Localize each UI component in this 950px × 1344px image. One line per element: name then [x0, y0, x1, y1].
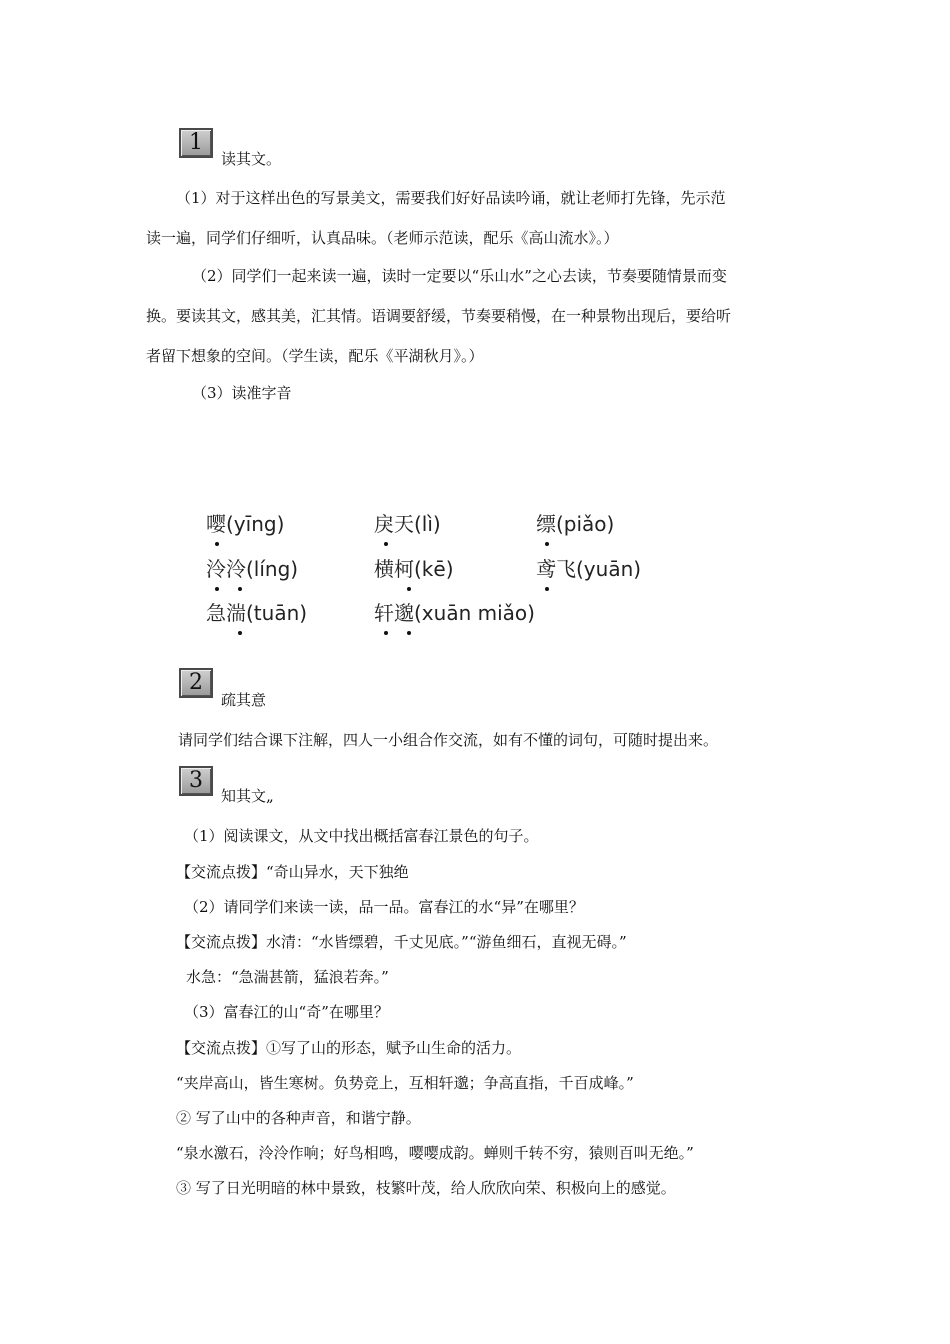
pinyin-item: 缥(piǎo) — [536, 512, 615, 536]
section-number-3: 3 — [189, 768, 203, 793]
section-3-line: （3）富春江的山“奇”在哪里？ — [184, 1003, 389, 1021]
pinyin-item: 轩邈(xuān miǎo) — [374, 601, 535, 625]
section-number-1: 1 — [189, 130, 203, 155]
paragraph-1-line-2: 读一遍，同学们仔细听，认真品味。（老师示范读，配乐《高山流水》。） — [146, 229, 619, 247]
section-3-line: （1）阅读课文，从文中找出概括富春江景色的句子。 — [184, 827, 539, 845]
section-number-2: 2 — [189, 670, 203, 695]
paragraph-2-line-2: 换。要读其文，感其美，汇其情。语调要舒缓，节奏要稍慢，在一种景物出现后，要给听 — [146, 307, 732, 325]
emphasis-dot — [238, 587, 242, 591]
pinyin-item: 急湍(tuān) — [206, 601, 308, 625]
emphasis-dot — [545, 587, 549, 591]
pinyin-item: 鸢飞(yuān) — [536, 557, 642, 581]
section-3-line: ② 写了山中的各种声音，和谐宁静。 — [176, 1109, 421, 1127]
emphasis-dot — [238, 631, 242, 635]
section-title-1: 读其文。 — [221, 150, 282, 168]
section-3-line: 水急：“急湍甚箭，猛浪若奔。” — [186, 968, 389, 986]
section-3-line: 【交流点拨】“奇山异水，天下独绝 — [176, 863, 409, 881]
section-3-line: ③ 写了日光明暗的林中景致，枝繁叶茂，给人欣欣向荣、积极向上的感觉。 — [176, 1179, 676, 1197]
emphasis-dot — [407, 631, 411, 635]
emphasis-dot — [215, 587, 219, 591]
section-title-2: 疏其意 — [221, 691, 267, 709]
section-3-line: （2）请同学们来读一读，品一品。富春江的水“异”在哪里？ — [184, 898, 584, 916]
pinyin-item: 泠泠(líng) — [206, 557, 299, 581]
emphasis-dot — [545, 542, 549, 546]
paragraph-1-line-1: （1）对于这样出色的写景美文，需要我们好好品读吟诵，就让老师打先锋，先示范 — [176, 189, 726, 207]
section-number-badge-2 — [179, 668, 213, 698]
section-3-line: 【交流点拨】水清：“水皆缥碧，千丈见底。”“游鱼细石，直视无碍。” — [176, 933, 627, 951]
section-title-3: 知其文„ — [221, 787, 274, 805]
paragraph-3: （3）读准字音 — [192, 384, 292, 402]
emphasis-dot — [215, 542, 219, 546]
section-number-badge-1 — [179, 128, 213, 158]
section-3-line: 【交流点拨】①写了山的形态，赋予山生命的活力。 — [176, 1039, 522, 1057]
pinyin-item: 横柯(kē) — [374, 557, 454, 581]
emphasis-dot — [407, 587, 411, 591]
pinyin-item: 嘤(yīng) — [206, 512, 285, 536]
emphasis-dot — [384, 542, 388, 546]
section-3-line: “泉水激石，泠泠作响；好鸟相鸣，嘤嘤成韵。蝉则千转不穷，猿则百叫无绝。” — [176, 1144, 694, 1162]
pinyin-item: 戾天(lì) — [374, 512, 441, 536]
paragraph-2-line-1: （2）同学们一起来读一遍，读时一定要以“乐山水”之心去读，节奏要随情景而变 — [192, 267, 727, 285]
emphasis-dot — [384, 631, 388, 635]
section-number-badge-3 — [179, 766, 213, 796]
section-3-line: “夹岸高山，皆生寒树。负势竞上，互相轩邈；争高直指，千百成峰。” — [176, 1074, 634, 1092]
paragraph-2-line-3: 者留下想象的空间。（学生读，配乐《平湖秋月》。） — [146, 347, 484, 365]
section-2-text: 请同学们结合课下注解，四人一小组合作交流，如有不懂的词句，可随时提出来。 — [178, 731, 719, 749]
